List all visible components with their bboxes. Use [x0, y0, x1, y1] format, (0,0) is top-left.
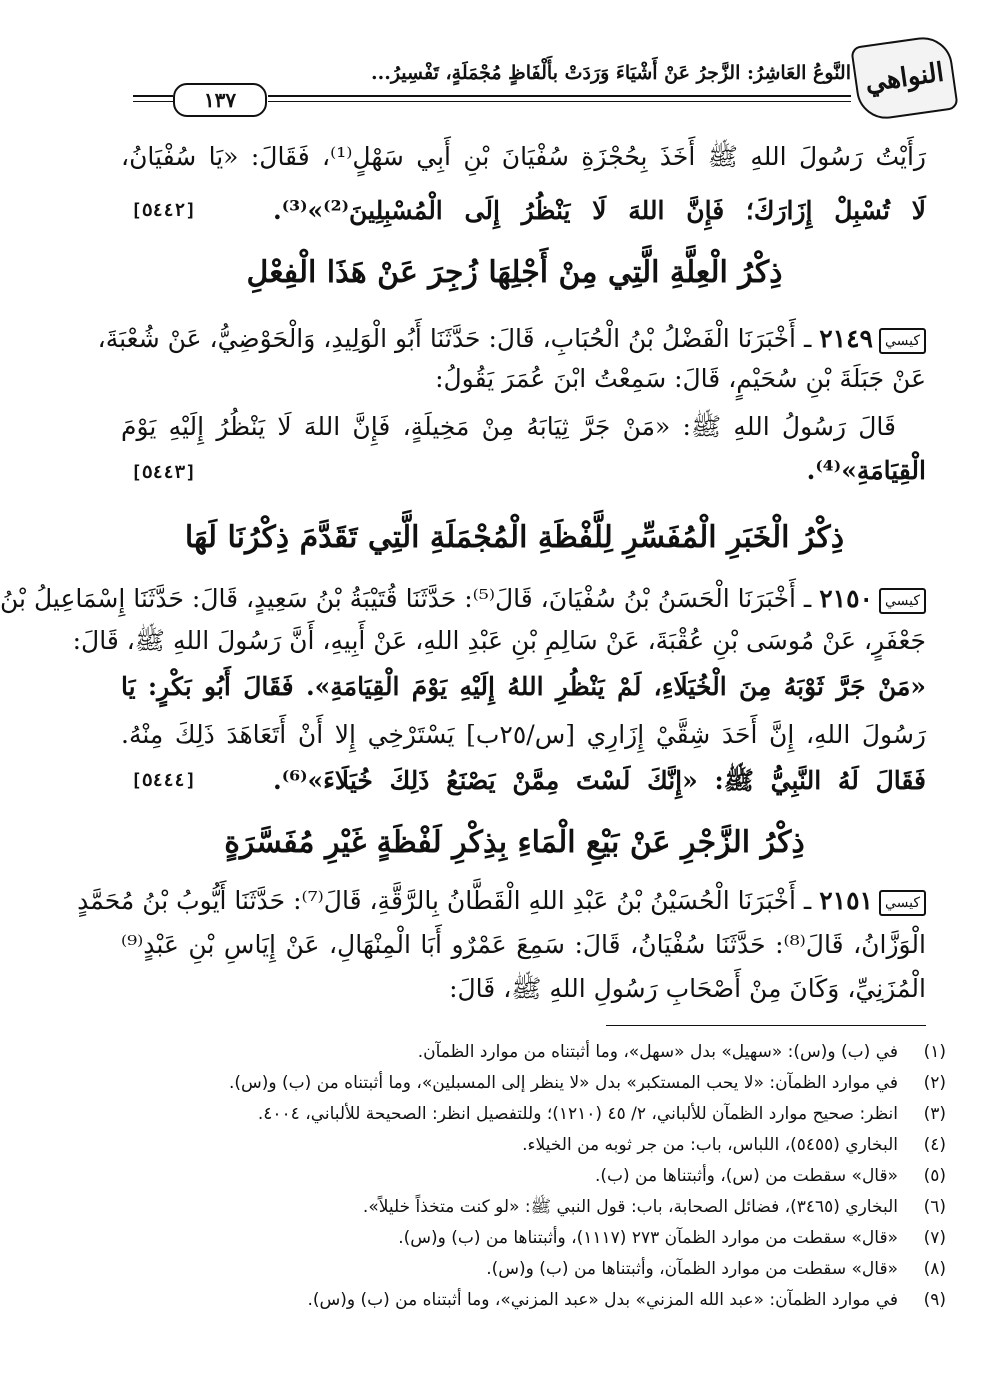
body-line: رَسُولَ اللهِ، إِنَّ أَحَدَ شِقَّيْ إِزَارِي [س/٢٥ب] يَسْتَرْخِي إِلا أَنْ أَتَعَاهَدَ ذَلِكَ مِنْهُ. [121, 720, 926, 749]
footnote-item [143, 1133, 946, 1157]
body-line: عَنْ جَبَلَةَ بْنِ سُحَيْمٍ، قَالَ: سَمِعْتُ ابْنَ عُمَرَ يَقُولُ: [435, 364, 926, 393]
footnote-number: (٣) [923, 1104, 946, 1124]
hadith-2151-line [77, 878, 926, 924]
footnote-text: «قال» سقطت من (س)، وأثبتناها من (ب). [594, 1166, 898, 1186]
section-heading: ذِكْرُ الْعِلَّةِ الَّتِي مِنْ أَجْلِهَا زُجِرَ عَنْ هَذَا الْفِعْلِ [246, 255, 783, 290]
footnote-item [143, 1040, 946, 1064]
footnote-text: «قال» سقطت من موارد الظمآن، وأثبتناها من (ب) و(س). [486, 1259, 898, 1279]
footnote-item [143, 1257, 946, 1281]
footnote-number: (٦) [923, 1197, 946, 1217]
footnote-item [143, 1102, 946, 1126]
footnote-separator [606, 1025, 926, 1026]
footnote-number: (٤) [923, 1135, 946, 1155]
reference-number: [٥٤٤٢] [131, 200, 197, 221]
body-text: ـ أَخْبَرَنَا الْحُسَيْنُ بْنُ عَبْدِ اللهِ الْقَطَّانُ بِالرَّقَّةِ، قَالَ⁽⁷⁾: حَدَّثَنَا أَيُّوبُ بْنُ مُحَمَّدٍ [77, 886, 812, 915]
body-line: فَقَالَ لَهُ النَّبِيُّ ﷺ: «إِنَّكَ لَسْتَ مِمَّنْ يَصْنَعُ ذَلِكَ خُيَلَاءَ»⁽⁶⁾. [273, 766, 926, 795]
body-line: الْقِيَامَةِ»⁽⁴⁾. [806, 456, 926, 485]
page-number-box [173, 83, 267, 117]
hadith-number: ٢١٥١ [819, 886, 873, 915]
body-text: ـ أَخْبَرَنَا الْفَضْلُ بْنُ الْحُبَابِ، قَالَ: حَدَّثَنَا أَبُو الْوَلِيدِ، وَالْحَوْضِيُّ، عَنْ شُعْبَةَ، [97, 324, 812, 353]
footnote-text: في (ب) و(س): «سهيل» بدل «سهل»، وما أثبتناه من موارد الظمآن. [417, 1042, 898, 1062]
footnote-item [143, 1195, 946, 1219]
hadith-marker: كيسي [879, 890, 926, 916]
footnote-number: (٢) [923, 1073, 946, 1093]
header-rule [268, 95, 851, 102]
reference-number: [٥٤٤٤] [131, 770, 197, 791]
footnote-text: في موارد الظمآن: «عبد الله المزني» بدل «عبد المزني»، وما أثبتناه من (ب) و(س). [307, 1290, 898, 1310]
section-heading: ذِكْرُ الزَّجْرِ عَنْ بَيْعِ الْمَاءِ بِذِكْرِ لَفْظَةٍ غَيْرِ مُفَسَّرَةٍ [224, 825, 805, 860]
body-line: جَعْفَرٍ، عَنْ مُوسَى بْنِ عُقْبَةَ، عَنْ سَالِمِ بْنِ عَبْدِ اللهِ، عَنْ أَبِيهِ، أَنَّ رَسُولَ اللهِ ﷺ، قَالَ: [72, 626, 926, 655]
footnote-number: (٩) [923, 1290, 946, 1310]
hadith-number: ٢١٥٠ [819, 584, 873, 613]
footnote-item [143, 1226, 946, 1250]
hadith-marker: كيسي [879, 588, 926, 614]
footnote-number: (٨) [923, 1259, 946, 1279]
book-badge [850, 33, 959, 122]
body-text: ـ أَخْبَرَنَا الْحَسَنُ بْنُ سُفْيَانَ، قَالَ⁽⁵⁾: حَدَّثَنَا قُتَيْبَةُ بْنُ سَعِيدٍ، قَالَ: حَدَّثَنَا إِسْمَاعِيلُ بْنُ [0, 584, 812, 613]
body-line: الْمُزَنِيِّ، وَكَانَ مِنْ أَصْحَابِ رَسُولِ اللهِ ﷺ، قَالَ: [449, 974, 926, 1003]
header-rule-left [133, 95, 173, 102]
footnote-text: «قال» سقطت من موارد الظمآن ٢٧٣ (١١١٧)، وأثبتناها من (ب) و(س). [398, 1228, 898, 1248]
body-line: قَالَ رَسُولُ اللهِ ﷺ: «مَنْ جَرَّ ثِيَابَهُ مِنْ مَخِيلَةٍ، فَإِنَّ اللهَ لَا يَنْظُرُ إِلَيْهِ يَوْمَ [121, 412, 896, 441]
book-badge-label: النواهي [863, 57, 946, 99]
page-number: ١٣٧ [203, 88, 237, 112]
body-line: الْوَزَّانُ، قَالَ⁽⁸⁾: حَدَّثَنَا سُفْيَانُ، قَالَ: سَمِعَ عَمْرٌو أَبَا الْمِنْهَالِ، عَنْ إِيَاسِ بْنِ عَبْدٍ⁽⁹⁾ [121, 930, 926, 959]
body-line: «مَنْ جَرَّ ثَوْبَهُ مِنَ الْخُيَلَاءِ، لَمْ يَنْظُرِ اللهُ إِلَيْهِ يَوْمَ الْقِيَامَةِ». فَقَالَ أَبُو بَكْرٍ: يَا [121, 672, 926, 701]
footnote-text: في موارد الظمآن: «لا يحب المستكبر» بدل «لا ينظر إلى المسبلين»، وما أثبتناه من (ب) و(س). [229, 1073, 898, 1093]
footnote-item [143, 1164, 946, 1188]
footnote-text: البخاري (٣٤٦٥)، فضائل الصحابة، باب: قول النبي ﷺ: «لو كنت متخذاً خليلاً». [362, 1197, 898, 1217]
footnote-item [143, 1288, 946, 1312]
hadith-2150-line [0, 576, 926, 622]
footnote-item [143, 1071, 946, 1095]
reference-number: [٥٤٤٣] [131, 462, 197, 483]
hadith-marker: كيسي [879, 328, 926, 354]
section-heading: ذِكْرُ الْخَبَرِ الْمُفَسِّرِ لِلَّفْظَةِ الْمُجْمَلَةِ الَّتِي تَقَدَّمَ ذِكْرُنَا لَهَا [184, 520, 845, 555]
hadith-number: ٢١٤٩ [819, 324, 873, 353]
footnote-number: (١) [923, 1042, 946, 1062]
footnote-number: (٥) [923, 1166, 946, 1186]
body-line: لَا تُسْبِلْ إِزَارَكَ؛ فَإِنَّ اللهَ لَا يَنْظُرُ إِلَى الْمُسْبِلِينَ⁽²⁾»⁽³⁾. [273, 196, 926, 225]
running-title: النَّوعُ العَاشِرُ: الزَّجرُ عَنْ أَشْيَاءَ وَرَدَتْ بأَلْفَاظٍ مُجْمَلَةٍ، تَفْسِيرُ... [370, 62, 851, 84]
footnote-text: انظر: صحيح موارد الظمآن للألباني، ٢/ ٤٥ (١٢١٠)؛ وللتفصيل انظر: الصحيحة للألباني، ٤٠٠٤. [257, 1104, 898, 1124]
body-line: رَأَيْتُ رَسُولَ اللهِ ﷺ أَخَذَ بِحُجْزَةِ سُفْيَانَ بْنِ أَبِي سَهْلٍ⁽¹⁾، فَقَالَ: «يَا سُفْيَانُ، [121, 142, 926, 171]
footnote-text: البخاري (٥٤٥٥)، اللباس، باب: من جر ثوبه من الخيلاء. [522, 1135, 898, 1155]
footnote-number: (٧) [923, 1228, 946, 1248]
